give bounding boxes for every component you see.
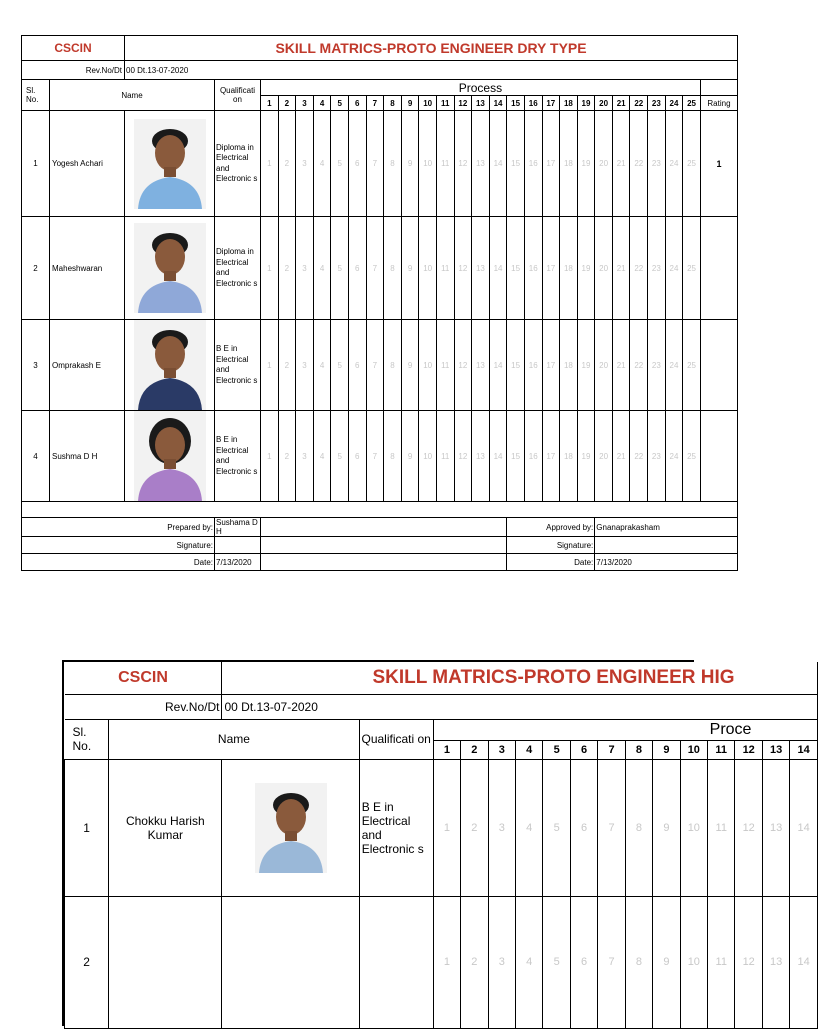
process-cell: 17 <box>542 411 560 502</box>
sl-number: 4 <box>22 411 50 502</box>
process-cell: 15 <box>507 217 525 320</box>
process-cell: 11 <box>436 111 454 217</box>
skill-matrix-dry-type <box>21 35 737 571</box>
process-cell: 23 <box>648 320 666 411</box>
process-cell: 12 <box>454 320 472 411</box>
process-number: 7 <box>366 96 384 111</box>
process-cell: 23 <box>648 411 666 502</box>
process-cell: 19 <box>577 411 595 502</box>
photo <box>125 217 215 320</box>
process-number: 12 <box>454 96 472 111</box>
process-cell: 7 <box>598 759 625 896</box>
process-cell: 14 <box>489 320 507 411</box>
process-cell: 15 <box>507 411 525 502</box>
process-cell: 9 <box>653 896 680 1028</box>
skill-matrix-high-voltage <box>62 660 810 1026</box>
process-cell: 19 <box>577 111 595 217</box>
col-qualification: Qualificati on <box>215 80 261 111</box>
process-cell: 20 <box>595 411 613 502</box>
process-cell: 2 <box>461 759 488 896</box>
process-cell: 22 <box>630 217 648 320</box>
process-number: 1 <box>433 740 460 759</box>
footer-label: Date: <box>507 554 595 571</box>
process-cell: 13 <box>472 111 490 217</box>
process-number: 14 <box>489 96 507 111</box>
process-number: 21 <box>612 96 630 111</box>
process-cell: 12 <box>454 111 472 217</box>
process-cell: 14 <box>790 759 818 896</box>
process-cell: 5 <box>331 320 349 411</box>
process-cell: 14 <box>489 411 507 502</box>
process-number: 19 <box>577 96 595 111</box>
process-number: 22 <box>630 96 648 111</box>
company-name: CSCIN <box>65 662 222 694</box>
process-cell: 2 <box>461 896 488 1028</box>
process-number: 13 <box>762 740 789 759</box>
photo <box>125 320 215 411</box>
process-cell: 24 <box>665 111 683 217</box>
process-cell: 8 <box>625 896 652 1028</box>
process-cell: 3 <box>296 217 314 320</box>
process-cell: 1 <box>433 896 460 1028</box>
process-cell: 4 <box>313 320 331 411</box>
process-cell: 10 <box>419 411 437 502</box>
process-cell: 12 <box>454 411 472 502</box>
process-cell: 11 <box>436 320 454 411</box>
process-cell: 21 <box>612 411 630 502</box>
process-cell: 12 <box>454 217 472 320</box>
process-cell: 1 <box>261 320 279 411</box>
process-cell: 4 <box>515 759 542 896</box>
process-cell: 19 <box>577 217 595 320</box>
footer-blank <box>261 554 507 571</box>
process-number: 12 <box>735 740 762 759</box>
process-cell: 4 <box>313 217 331 320</box>
process-cell: 16 <box>524 411 542 502</box>
rev-label: Rev.No/Dt <box>22 61 125 80</box>
rating-value <box>700 217 737 320</box>
company-name: CSCIN <box>22 36 125 61</box>
process-cell: 1 <box>433 759 460 896</box>
table-row <box>65 896 818 1028</box>
process-cell: 18 <box>560 411 578 502</box>
process-cell: 8 <box>384 320 402 411</box>
table-row <box>22 320 738 411</box>
rating-value <box>700 320 737 411</box>
process-cell: 16 <box>524 217 542 320</box>
process-cell: 13 <box>762 759 789 896</box>
process-cell: 13 <box>472 217 490 320</box>
process-cell: 6 <box>348 320 366 411</box>
process-cell: 6 <box>570 896 597 1028</box>
process-cell: 3 <box>296 111 314 217</box>
process-cell: 7 <box>366 320 384 411</box>
process-number: 9 <box>653 740 680 759</box>
process-cell: 2 <box>278 411 296 502</box>
process-cell: 24 <box>665 411 683 502</box>
process-cell: 20 <box>595 320 613 411</box>
process-cell: 8 <box>384 217 402 320</box>
sl-number: 2 <box>65 896 109 1028</box>
process-cell: 22 <box>630 411 648 502</box>
footer-value: 7/13/2020 <box>595 554 738 571</box>
process-cell: 3 <box>488 759 515 896</box>
process-cell: 24 <box>665 320 683 411</box>
qualification: B E in Electrical and Electronic s <box>215 320 261 411</box>
process-cell: 21 <box>612 111 630 217</box>
process-number: 10 <box>419 96 437 111</box>
process-cell: 19 <box>577 320 595 411</box>
process-cell: 21 <box>612 217 630 320</box>
process-number: 18 <box>560 96 578 111</box>
process-cell: 2 <box>278 320 296 411</box>
process-cell: 4 <box>313 411 331 502</box>
qualification <box>359 896 433 1028</box>
process-cell: 8 <box>384 111 402 217</box>
process-number: 4 <box>313 96 331 111</box>
process-number: 5 <box>543 740 570 759</box>
process-cell: 10 <box>419 111 437 217</box>
process-number: 10 <box>680 740 707 759</box>
process-number: 9 <box>401 96 419 111</box>
process-cell: 12 <box>735 896 762 1028</box>
footer-value: 7/13/2020 <box>215 554 261 571</box>
process-cell: 20 <box>595 217 613 320</box>
process-cell: 18 <box>560 111 578 217</box>
process-cell: 5 <box>331 111 349 217</box>
process-cell: 14 <box>489 111 507 217</box>
table-row <box>65 759 818 896</box>
process-cell: 6 <box>570 759 597 896</box>
process-number: 8 <box>384 96 402 111</box>
footer-label: Signature: <box>22 537 215 554</box>
process-cell: 9 <box>401 320 419 411</box>
process-number: 13 <box>472 96 490 111</box>
process-cell: 9 <box>401 111 419 217</box>
process-cell: 2 <box>278 217 296 320</box>
process-cell: 18 <box>560 217 578 320</box>
person-name: Maheshwaran <box>50 217 125 320</box>
table-row <box>22 411 738 502</box>
process-cell: 7 <box>598 896 625 1028</box>
process-cell: 10 <box>680 759 707 896</box>
process-number: 6 <box>570 740 597 759</box>
person-name: Omprakash E <box>50 320 125 411</box>
col-sl: Sl. No. <box>22 80 50 111</box>
process-number: 11 <box>436 96 454 111</box>
process-cell: 4 <box>515 896 542 1028</box>
process-number: 1 <box>261 96 279 111</box>
col-qualification: Qualificati on <box>359 719 433 759</box>
qualification: B E in Electrical and Electronic s <box>215 411 261 502</box>
process-number: 7 <box>598 740 625 759</box>
footer-value <box>595 537 738 554</box>
process-cell: 13 <box>762 896 789 1028</box>
rev-value: 00 Dt.13-07-2020 <box>125 61 738 80</box>
footer-label: Signature: <box>507 537 595 554</box>
process-cell: 3 <box>296 320 314 411</box>
photo <box>222 896 359 1028</box>
process-number: 25 <box>683 96 701 111</box>
process-number: 17 <box>542 96 560 111</box>
process-number: 6 <box>348 96 366 111</box>
process-cell: 6 <box>348 111 366 217</box>
process-cell: 14 <box>790 896 818 1028</box>
process-cell: 5 <box>543 896 570 1028</box>
process-number: 20 <box>595 96 613 111</box>
process-number: 23 <box>648 96 666 111</box>
process-cell: 22 <box>630 320 648 411</box>
process-cell: 9 <box>401 217 419 320</box>
header-blank <box>700 80 737 96</box>
footer-value: Gnanaprakasham <box>595 518 738 537</box>
process-cell: 5 <box>543 759 570 896</box>
rating-value <box>700 411 737 502</box>
process-cell: 22 <box>630 111 648 217</box>
process-cell: 10 <box>680 896 707 1028</box>
process-cell: 8 <box>384 411 402 502</box>
rev-value: 00 Dt.13-07-2020 <box>222 694 818 719</box>
table-row <box>22 217 738 320</box>
process-cell: 14 <box>489 217 507 320</box>
person-name: Chokku Harish Kumar <box>109 759 222 896</box>
process-number: 14 <box>790 740 818 759</box>
process-cell: 7 <box>366 111 384 217</box>
rating-value: 1 <box>700 111 737 217</box>
process-cell: 23 <box>648 217 666 320</box>
process-cell: 3 <box>296 411 314 502</box>
process-number: 2 <box>461 740 488 759</box>
col-sl: Sl. No. <box>65 719 109 759</box>
process-cell: 9 <box>401 411 419 502</box>
sl-number: 1 <box>22 111 50 217</box>
qualification: Diploma in Electrical and Electronic s <box>215 111 261 217</box>
process-number: 8 <box>625 740 652 759</box>
process-number: 2 <box>278 96 296 111</box>
process-cell: 3 <box>488 896 515 1028</box>
process-cell: 23 <box>648 111 666 217</box>
photo <box>125 111 215 217</box>
sl-number: 2 <box>22 217 50 320</box>
footer-blank <box>261 537 507 554</box>
footer-blank <box>261 518 507 537</box>
process-cell: 15 <box>507 111 525 217</box>
process-number: 15 <box>507 96 525 111</box>
process-number: 24 <box>665 96 683 111</box>
col-process: Proce <box>433 719 817 740</box>
process-cell: 11 <box>708 896 735 1028</box>
process-cell: 8 <box>625 759 652 896</box>
person-name <box>109 896 222 1028</box>
sl-number: 3 <box>22 320 50 411</box>
process-cell: 10 <box>419 320 437 411</box>
process-cell: 7 <box>366 411 384 502</box>
process-cell: 17 <box>542 111 560 217</box>
process-cell: 17 <box>542 320 560 411</box>
footer-label: Prepared by: <box>22 518 215 537</box>
process-cell: 4 <box>313 111 331 217</box>
blank-row <box>22 502 738 518</box>
sl-number: 1 <box>65 759 109 896</box>
process-cell: 16 <box>524 111 542 217</box>
col-name: Name <box>50 80 215 111</box>
photo <box>222 759 359 896</box>
process-cell: 12 <box>735 759 762 896</box>
process-cell: 6 <box>348 217 366 320</box>
process-cell: 17 <box>542 217 560 320</box>
process-cell: 1 <box>261 111 279 217</box>
footer-label: Approved by: <box>507 518 595 537</box>
process-cell: 25 <box>683 111 701 217</box>
rev-label: Rev.No/Dt <box>65 694 222 719</box>
process-cell: 7 <box>366 217 384 320</box>
sheet-title: SKILL MATRICS-PROTO ENGINEER HIG <box>222 662 818 694</box>
process-cell: 25 <box>683 320 701 411</box>
col-rating: Rating <box>700 96 737 111</box>
sheet-title: SKILL MATRICS-PROTO ENGINEER DRY TYPE <box>125 36 738 61</box>
col-process: Process <box>261 80 701 96</box>
process-cell: 13 <box>472 411 490 502</box>
process-cell: 2 <box>278 111 296 217</box>
process-number: 4 <box>515 740 542 759</box>
process-cell: 13 <box>472 320 490 411</box>
col-name: Name <box>109 719 360 759</box>
process-cell: 11 <box>708 759 735 896</box>
process-cell: 15 <box>507 320 525 411</box>
table-row <box>22 111 738 217</box>
footer-value <box>215 537 261 554</box>
footer-label: Date: <box>22 554 215 571</box>
process-cell: 25 <box>683 411 701 502</box>
process-cell: 16 <box>524 320 542 411</box>
process-cell: 5 <box>331 411 349 502</box>
process-cell: 10 <box>419 217 437 320</box>
footer-value: Sushama D H <box>215 518 261 537</box>
process-cell: 24 <box>665 217 683 320</box>
process-cell: 18 <box>560 320 578 411</box>
process-number: 3 <box>488 740 515 759</box>
process-number: 16 <box>524 96 542 111</box>
process-number: 11 <box>708 740 735 759</box>
qualification: B E in Electrical and Electronic s <box>359 759 433 896</box>
process-cell: 21 <box>612 320 630 411</box>
photo <box>125 411 215 502</box>
process-cell: 20 <box>595 111 613 217</box>
process-cell: 25 <box>683 217 701 320</box>
process-cell: 9 <box>653 759 680 896</box>
person-name: Yogesh Achari <box>50 111 125 217</box>
process-number: 5 <box>331 96 349 111</box>
qualification: Diploma in Electrical and Electronic s <box>215 217 261 320</box>
process-cell: 11 <box>436 217 454 320</box>
process-cell: 11 <box>436 411 454 502</box>
person-name: Sushma D H <box>50 411 125 502</box>
process-number: 3 <box>296 96 314 111</box>
process-cell: 1 <box>261 411 279 502</box>
process-cell: 6 <box>348 411 366 502</box>
process-cell: 1 <box>261 217 279 320</box>
process-cell: 5 <box>331 217 349 320</box>
